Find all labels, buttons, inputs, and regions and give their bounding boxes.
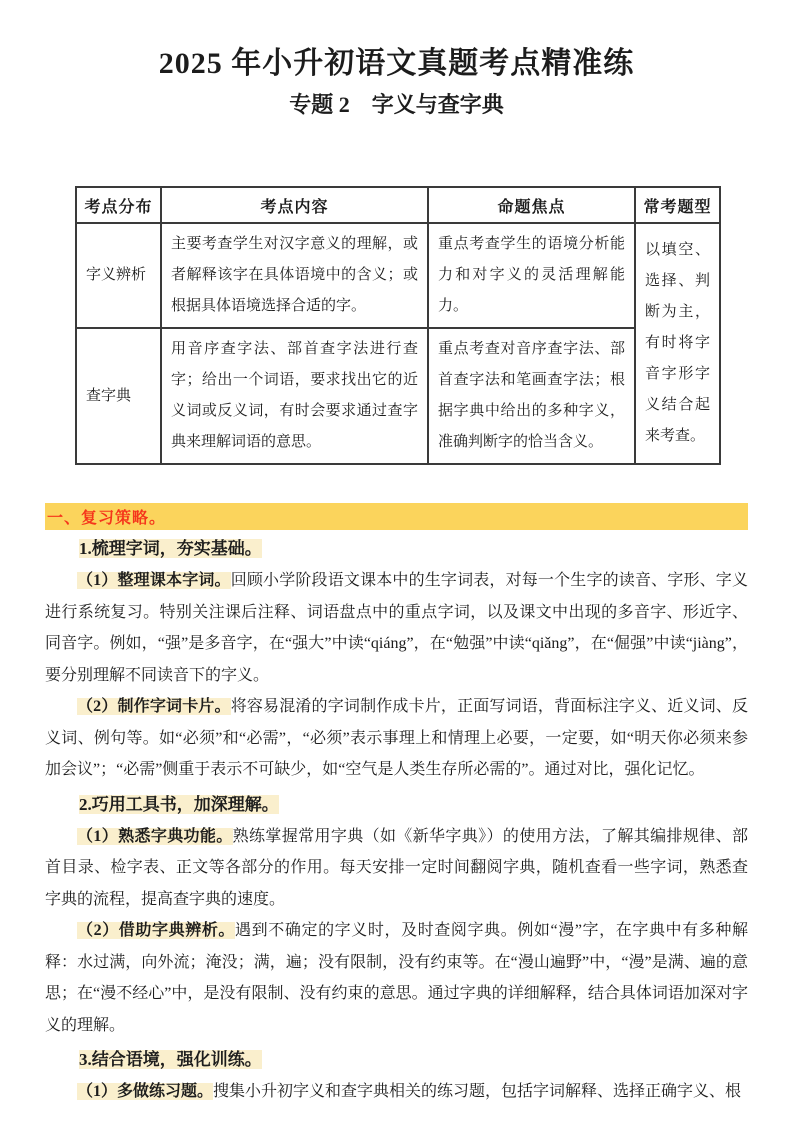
paragraph-body: 将容易混淆的字词制作成卡片，正面写词语，背面标注字义、近义词、反义词、例句等。如“必须”和“必需”，“必须”表示事理上和情理上必要，一定要，如“明天你必须来参加会议”；“必需”侧重于表示不可缺少，如“空气是人类生存所必需的”。通过对比，强化记忆。 <box>45 698 748 778</box>
paragraph-body: 遇到不确定的字义时，及时查阅字典。例如“漫”字，在字典中有多种解释：水过满，向外流；淹没；满，遍；没有限制，没有约束等。在“漫山遍野”中，“漫”是满、遍的意思；在“漫不经心”中，是没有限制、没有约束的意思。通过字典的详细解释，结合具体词语加深对字义的理解。 <box>45 922 748 1034</box>
section-header-bar <box>45 503 748 530</box>
page-title: 2025 年小升初语文真题考点精准练 <box>158 47 635 80</box>
paragraph-body: 熟练掌握常用字典（如《新华字典》）的使用方法，了解其编排规律、部首目录、检字表、正文等各部分的作用。每天安排一定时间翻阅字典，随机查看一些字词，熟悉查字典的流程，提高查字典的速度。 <box>45 827 748 908</box>
cell-category: 查字典 <box>76 328 161 464</box>
section-title: 一、复习策略。 <box>47 510 167 527</box>
cell-content: 主要考查学生对汉字意义的理解，或者解释该字在具体语境中的含义；或根据具体语境选择合适的字。 <box>161 223 428 328</box>
table-row <box>76 328 720 464</box>
column-header-content: 考点内容 <box>161 187 428 223</box>
heading-text: 2.巧用工具书，加深理解。 <box>79 794 279 814</box>
paragraph-lead: （1）整理课本字词。 <box>77 572 231 589</box>
cell-focus: 重点考查对音序查字法、部首查字法和笔画查字法；根据字典中给出的多种字义，准确判断字的恰当含义。 <box>428 328 635 464</box>
strategy-paragraph <box>45 565 748 691</box>
paragraph-body: 搜集小升初字义和查字典相关的练习题，包括字词解释、选择正确字义、根 <box>213 1083 742 1100</box>
strategy-paragraph <box>45 915 748 1041</box>
exam-points-table <box>75 186 721 465</box>
column-header-focus: 命题焦点 <box>428 187 635 223</box>
cell-focus: 重点考查学生的语境分析能力和对字义的灵活理解能力。 <box>428 223 635 328</box>
cell-question-types: 以填空、选择、判断为主，有时将字音字形字义结合起来考查。 <box>635 223 720 464</box>
strategy-point-heading <box>45 789 748 821</box>
paragraph-lead: （2）制作字词卡片。 <box>77 698 231 715</box>
strategy-paragraph <box>45 691 748 786</box>
paragraph-lead: （1）熟悉字典功能。 <box>77 827 233 845</box>
heading-text: 1.梳理字词，夯实基础。 <box>79 539 262 558</box>
page-subtitle: 专题 2 字义与查字典 <box>289 92 504 117</box>
table-header-row <box>76 187 720 223</box>
heading-text: 3.结合语境，强化训练。 <box>79 1050 262 1069</box>
column-header-distribution: 考点分布 <box>76 187 161 223</box>
table-row <box>76 223 720 328</box>
strategy-paragraph <box>45 1076 748 1108</box>
paragraph-lead: （1）多做练习题。 <box>77 1083 214 1100</box>
paragraph-lead: （2）借助字典辨析。 <box>77 922 236 939</box>
strategy-point-heading <box>45 1044 748 1076</box>
cell-content: 用音序查字法、部首查字法进行查字；给出一个词语，要求找出它的近义词或反义词，有时会要求通过查字典来理解词语的意思。 <box>161 328 428 464</box>
paragraph-body: 回顾小学阶段语文课本中的生字词表，对每一个生字的读音、字形、字义进行系统复习。特别关注课后注释、词语盘点中的重点字词，以及课文中出现的多音字、形近字、同音字。例如，“强”是多音字，在“强大”中读“qiáng”，在“勉强”中读“qiǎng”，在“倔强”中读“jiàng”，要分别理解不同读音下的字义。 <box>45 572 748 684</box>
cell-category: 字义辨析 <box>76 223 161 328</box>
column-header-question-types: 常考题型 <box>635 187 720 223</box>
strategy-paragraph <box>45 821 748 916</box>
strategy-point-heading <box>45 533 748 565</box>
